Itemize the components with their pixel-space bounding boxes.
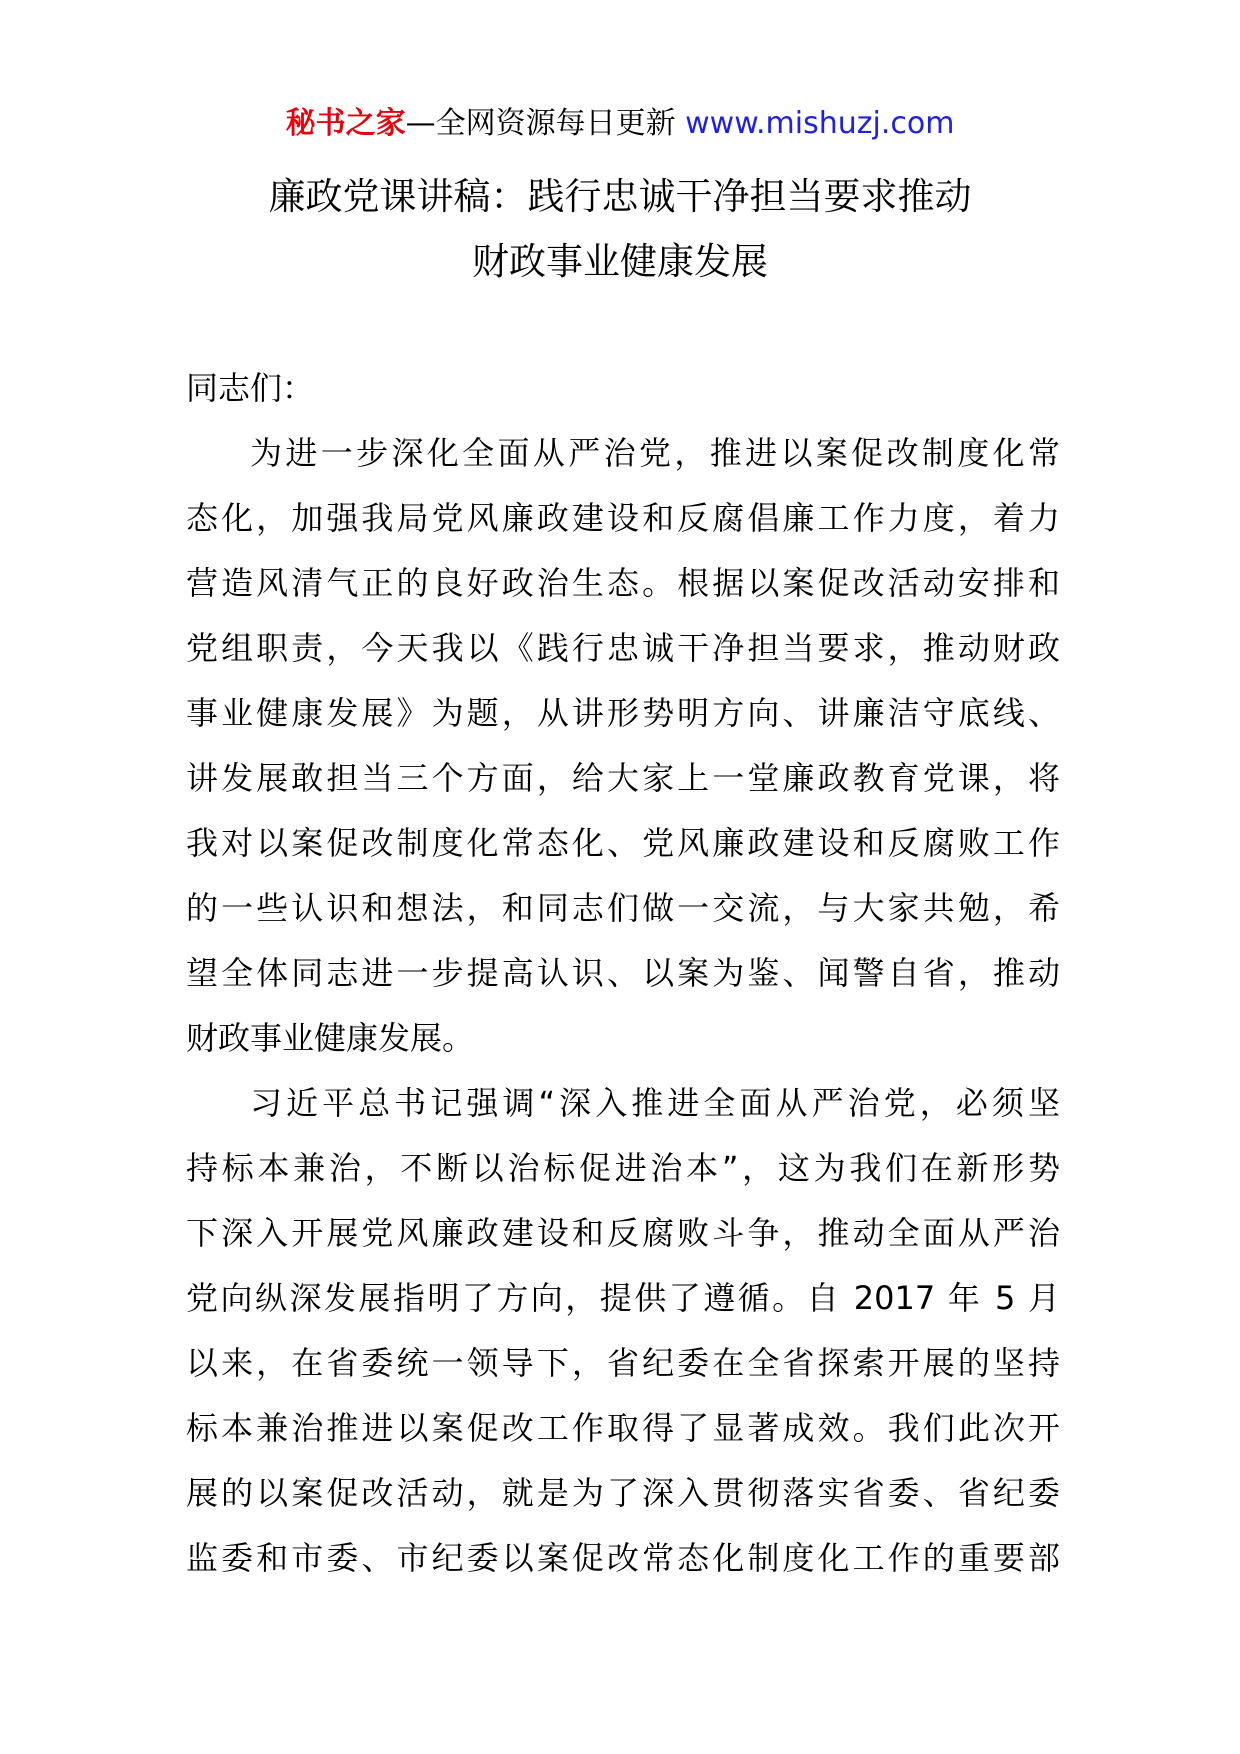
paragraph-line: 习近平总书记强调“深入推进全面从严治党，必须坚 — [250, 1084, 1060, 1122]
paragraph-line: 党向纵深发展指明了方向，提供了遵循。自 2017 年 5 月 — [186, 1279, 1060, 1317]
title-line-2: 财政事业健康发展 — [472, 240, 768, 283]
paragraph-line: 下深入开展党风廉政建设和反腐败斗争，推动全面从严治 — [186, 1214, 1060, 1252]
site-header — [0, 104, 1240, 144]
paragraph-line: 的一些认识和想法，和同志们做一交流，与大家共勉，希 — [186, 889, 1060, 927]
title-line-1: 廉政党课讲稿：践行忠诚干净担当要求推动 — [268, 175, 972, 218]
paragraph-line: 标本兼治推进以案促改工作取得了显著成效。我们此次开 — [186, 1409, 1060, 1447]
paragraph-line: 事业健康发展》为题，从讲形势明方向、讲廉洁守底线、 — [186, 694, 1060, 732]
paragraph-line: 展的以案促改活动，就是为了深入贯彻落实省委、省纪委 — [186, 1474, 1060, 1512]
paragraph-line: 讲发展敢担当三个方面，给大家上一堂廉政教育党课，将 — [186, 759, 1060, 797]
document-title — [160, 164, 1080, 294]
paragraph-2 — [186, 1071, 1060, 1591]
paragraph-line: 财政事业健康发展。 — [186, 1019, 475, 1057]
paragraph-line: 营造风清气正的良好政治生态。根据以案促改活动安排和 — [186, 564, 1060, 602]
site-url-link[interactable]: www.mishuzj.com — [685, 106, 955, 141]
salutation: 同志们： — [186, 369, 315, 407]
header-tagline: —全网资源每日更新 — [405, 106, 676, 141]
paragraph-line: 以来，在省委统一领导下，省纪委在全省探索开展的坚持 — [186, 1344, 1060, 1382]
paragraph-1 — [186, 421, 1060, 1071]
paragraph-line: 持标本兼治，不断以治标促进治本”，这为我们在新形势 — [186, 1149, 1060, 1187]
paragraph-line: 党组职责，今天我以《践行忠诚干净担当要求，推动财政 — [186, 629, 1060, 667]
brand-name: 秘书之家 — [285, 106, 406, 141]
document-body — [186, 356, 1060, 1591]
paragraph-line: 监委和市委、市纪委以案促改常态化制度化工作的重要部 — [186, 1539, 1060, 1577]
paragraph-line: 为进一步深化全面从严治党，推进以案促改制度化常 — [250, 434, 1060, 472]
paragraph-line: 望全体同志进一步提高认识、以案为鉴、闻警自省，推动 — [186, 954, 1060, 992]
paragraph-line: 态化，加强我局党风廉政建设和反腐倡廉工作力度，着力 — [186, 499, 1060, 537]
paragraph-line: 我对以案促改制度化常态化、党风廉政建设和反腐败工作 — [186, 824, 1060, 862]
